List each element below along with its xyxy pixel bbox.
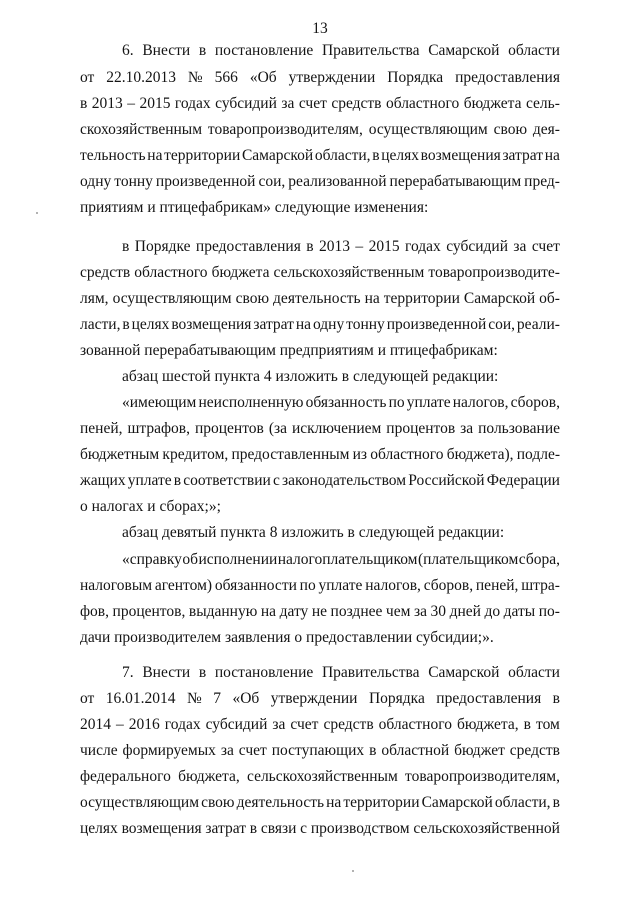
text-line: бюджетным кредитом, предоставленным из областного бюджета), подле- (80, 446, 560, 463)
scan-speck (352, 870, 354, 872)
text-line: дачи производителем заявления о предоставлении субсидии;». (80, 629, 494, 646)
text-line: «имеющим неисполненную обязанность по уплате налогов, сборов, (122, 394, 560, 411)
text-line: от 22.10.2013 № 566 «Об утверждении Порядка предоставления (80, 69, 560, 86)
text-line: федерального бюджета, сельскохозяйственным товаропроизводителям, (80, 768, 560, 785)
text-line: абзац шестой пункта 4 изложить в следующей редакции: (122, 368, 499, 385)
scan-speck (36, 212, 38, 214)
text-line: одну тонну произведенной сои, реализованной перерабатывающим пред- (80, 173, 560, 190)
text-line: в 2013 – 2015 годах субсидий за счет средств областного бюджета сель- (80, 95, 560, 112)
text-line: лям, осуществляющим свою деятельность на территории Самарской об- (80, 290, 560, 307)
text-line: приятиям и птицефабрикам» следующие изменения: (80, 199, 429, 216)
text-line: ласти, в целях возмещения затрат на одну тонну произведенной сои, реали- (80, 316, 560, 333)
text-line: 7. Внести в постановление Правительства Самарской области (122, 664, 560, 681)
text-line: целях возмещения затрат в связи с производством сельскохозяйственной (80, 820, 560, 837)
text-line: осуществляющим свою деятельность на территории Самарской области, в (80, 794, 560, 811)
text-line: пеней, штрафов, процентов (за исключением процентов за пользование (80, 420, 560, 437)
text-line: в Порядке предоставления в 2013 – 2015 годах субсидий за счет (122, 238, 560, 255)
text-line: абзац девятый пункта 8 изложить в следующей редакции: (122, 524, 505, 541)
text-line: 2014 – 2016 годах субсидий за счет средств областного бюджета, в том (80, 716, 560, 733)
text-line: скохозяйственным товаропроизводителям, осуществляющим свою дея- (80, 121, 560, 138)
text-line: зованной перерабатывающим предприятиям и птицефабрикам: (80, 342, 498, 359)
text-line: 6. Внести в постановление Правительства Самарской области (122, 42, 560, 59)
text-line: «справку об исполнении налогоплательщиком (плательщиком сбора, (122, 551, 560, 568)
text-line: жащих уплате в соответствии с законодательством Российской Федерации (80, 472, 560, 489)
text-line: налоговым агентом) обязанности по уплате налогов, сборов, пеней, штра- (80, 577, 560, 594)
text-line: о налогах и сборах;»; (80, 498, 221, 515)
text-line: тельность на территории Самарской области, в целях возмещения затрат на (80, 147, 560, 164)
text-line: от 16.01.2014 № 7 «Об утверждении Порядка предоставления в (80, 690, 560, 707)
text-line: фов, процентов, выданную на дату не позднее чем за 30 дней до даты по- (80, 603, 560, 620)
page-number: 13 (312, 20, 328, 37)
text-line: средств областного бюджета сельскохозяйственным товаропроизводите- (80, 264, 560, 281)
text-line: числе формируемых за счет поступающих в областной бюджет средств (80, 742, 560, 759)
